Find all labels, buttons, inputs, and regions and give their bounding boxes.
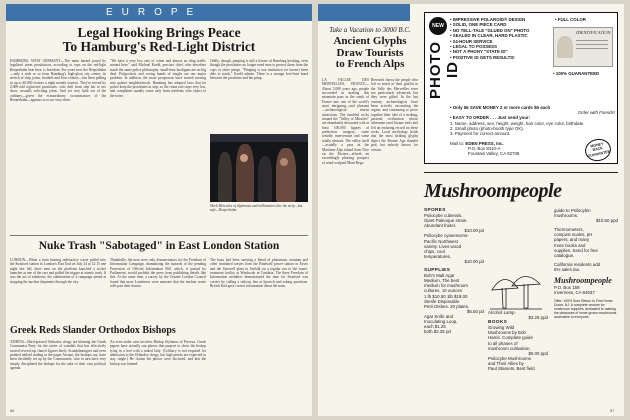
- ad-feature: • NOT A PHONY "STATE ID": [450, 49, 550, 54]
- article3-column-1: ATHENS—Hard-pressed Orthodox clergy are blaming the Greek Communist Party for the series of scandals that has effectively soured several top church figures lately. Scandalmongers and even pointed tabloid trading in the paper Avriani, the bishops say, have been decidedly set up by the Communists, who in turn have very simply disciplined the bishops for the sake of their own political agenda.: [10, 340, 106, 371]
- ad-feature: • SEALED IN CLEAR, HARD PLASTIC: [450, 33, 550, 38]
- sample-id-card: [553, 27, 613, 67]
- mush-column-1: SPORES Psilocybe cubensis. Giant Palenque strain. Abundant fruiter. $10.00 pd Psilocybe cyanescens- Pacific Northwest variety. Lives wood chips, cool temperatures. $10.00 pd SUPPLIES Bob's Malt Agar Medium. The best medium for mushroom cultures. 10 ounces 1 lb $10.50 1lb $19.00 Sterile Disposable Petri Dishes. 20 plates. $6.50 pd Agar Knife and Inoculating Loop, each $1.25 both $2.25 pd: [424, 208, 484, 335]
- article4-kicker: Take a Vacation to 3000 B.C.: [329, 26, 411, 34]
- article3-headline: Greek Reds Slander Orthodox Bishops: [10, 325, 176, 336]
- article4-column-1: LA VALLEE DES MERVEILLES, FRANCE—About 5,000 years ago, people succeeded in making this mountain pass in the south of France into one of the world's most intriguing—and pleasant—archaeological tourist attractions. The tumbled rocks around the "Valley of Miracles" are abundantly decorated with at least 100,000 figures of prehistoric imagery, some weirdly intervention and some totally abstract. The valley itself—actually a pass in the Maritime Alps inland from Nice on the Riviera—affords an exceedingly pleasing prospect of wind-sculpted Mont Bego.: [322, 78, 369, 165]
- section-banner: EUROPE: [6, 4, 312, 21]
- full-color-label: • FULL COLOR: [555, 17, 586, 22]
- article1-headline: Legal Hooking Brings Peace To Hamburg's Red-Light District: [62, 25, 256, 55]
- article1-column-3: Oddly, though, pimping is still a fixture of Hamburg hooking, even though the prostitutes no longer need men to protect them from the cops or other pimps. "Pimping is one institution we haven't been able to touch," Koehl admits. There is a strange love-hate bond between the prostitute and her pimp.: [210, 59, 308, 81]
- mushroompeople-title: Mushroompeople: [424, 180, 562, 202]
- mail-address: Mail to: EDEN PRESS, Inc. P.O. Box 8410-A Fountain Valley, CA 92708: [450, 141, 520, 157]
- section-banner-right: [318, 4, 410, 21]
- page-number-right: 87: [610, 408, 615, 413]
- order-instructions: • Only $6 SAVE MONEY 2 or more cards $5 each Order with Friends! • EASY TO ORDER . . . Just send your: 1. Name, address, sex, height, weight, hair color, eye color, birthdate. 2. Small photo (photo-booth type OK). 3. Payment for correct amount.: [450, 105, 615, 137]
- mush-column-3: guide to Psilocybin mushrooms. $10.50 ppd Thermometers, compost scales, pH papers, and many more books and supplies. Send for free catalogue. California residents add 6% sales tax. Mushroompeople P.O. Box 158 Inverness, CA 94937 Offer: 100% Sure Return to First Home Doors. NJ. A complete venture for mushroom supplies, dedicated to making the pleasures of home grown mushrooms accessible to everyone.: [554, 208, 618, 320]
- article4-column-2: Research shows the people who left so much of their graffiti in the Valle des Merveilles were not particularly advanced, but they were gifted. In the last century, archaeologists have been actively excavating the region, and continuing to piece together their idea of a striking, pastoral civilization whose tribesmen used bronze tools and left an enduring record on these rocks. Local mythology holds that the most striking glyphs depict the Bronze Age thunder god, but nobody knows for certain.: [371, 78, 418, 152]
- photo-caption: Sleek Mercedes of diplomats and millionaires line the strip—but safe—Reeperbahn.: [210, 204, 303, 213]
- article2-headline: Nuke Trash "Sabotaged" in East London Station: [38, 240, 280, 252]
- mush-column-2: Alcohol Lamp. $3.25 ppd BOOKS Growing Wild Mushrooms by Bob Harris. Complete guide to all phases of mushroom cultivation. $5.00 ppd Psilocybe Mushrooms and Their Allies by Paul Stamets. Best field: [488, 310, 548, 372]
- article4-headline: Ancient Glyphs Draw Tourists to French Alps: [333, 35, 407, 71]
- id-card-caption: IDENTIFICATION: [576, 30, 611, 35]
- article3-column-2: An even wider case involves Bishop Stylianos of Preveza. Greek papers have actually run photos that purport to show the bishop lying in a bed with a naked lady. (Celibacy is not required for admission to the Orthodox clergy, but high priests are expected to stay single.) He claims the photos were doctored, and that the bishop was framed.: [110, 340, 206, 366]
- divider: [10, 235, 308, 236]
- article2-column-1: LONDON—When a train bearing radioactive waste pulled into the Stratford station in London's East End on July 24 at 12:15 one night last fall, three men on the platform knocked a rocket launcher at one of the cars and pulled the trigger at atomic trash. It was the act of saboteurs, the culmination of a campaign aimed at stopping the nuclear shipments through the city.: [10, 258, 106, 284]
- ad-feature: • 24-HOUR SERVICE: [450, 39, 550, 44]
- guarantee-label: • 100% GUARANTEED: [553, 71, 600, 76]
- money-back-stamp: MONEY BACK GUARANTEE: [583, 137, 613, 164]
- photo-id-ad: [424, 12, 618, 164]
- photo-id-title: PHOTO ID: [427, 40, 461, 100]
- ad-feature: • IMPRESSIVE POLAROID® DESIGN: [450, 17, 550, 22]
- right-page: [318, 4, 624, 416]
- mushroom-illustration-icon: [488, 268, 544, 312]
- left-page: [6, 4, 312, 416]
- reeperbahn-photo: [210, 134, 308, 202]
- article2-column-3: The hoax had been carrying a blend of plutonium, uranium and other irradiated wastes from the Bradwell power station in Essex and the Sizewell plant in Suffolk on a regular run to the waste-treatment facility at Windscale in Cumbria. The three Freedom of Information members demonstrated the time for Stratford was correct by calling a railway line at Ipswich and asking questions. British Rail gave correct information about the train.: [210, 258, 308, 289]
- id-portrait: [557, 36, 573, 58]
- mush-brand: Mushroompeople: [554, 276, 612, 286]
- ad-feature: • NO TELL-TALE "GLUED ON" PHOTO: [450, 28, 550, 33]
- mush-fine-print: Offer: 100% Sure Return to First Home Doors. NJ. A complete venture for mushroom supplies, dedicated to making the pleasures of home grown mushrooms accessible to everyone.: [554, 299, 617, 320]
- page-number-left: 86: [10, 408, 15, 413]
- ad-feature: • SOLID, ONE PIECE CARD: [450, 22, 550, 27]
- new-badge: NEW: [429, 17, 447, 35]
- ad-feature: • LEGAL TO POSSESS: [450, 44, 550, 49]
- article1-column-2: "We have a very low rate of crime and almost no drug traffic around here," said Michael Koehl, precinct chief, who describes much the same police philosophy: small-time hooligans are no big deal. Pickpockets and roving bands of toughs are our major problem. In addition, the more prosperous have started moving into quieter neighborhoods. Hamburg has adopted laws that let police keep the prostitutes in step, so the crime rate stays very low, and complaints usually come only from residents who object to the noise.: [110, 59, 206, 98]
- ad-feature: • POSITIVE ID GETS RESULTS!: [450, 55, 550, 60]
- mush-top-rule: [424, 172, 618, 173]
- article1-column-1: HAMBURG, WEST GERMANY—The main hazard posed by legalized street prostitution, according to cops on the red-light Reeperbahn beat here, is boredom. For years now the Reeperbahn—only a mile or so from Hamburg's high-gloss city center, its stretch of strip joints, brothels and Eros centers—has been pulling in up to 40,000 visitors a night mainly tourists. They're served by 2,000-odd registered prostitutes, who drift from step bar to sex show, sexually soliciting johns. And yet very little out of the ordinary—given the extraordinary circumstances of the Reeperbahn—appears to occur very often.: [10, 59, 106, 103]
- article2-column-2: Thankfully, the men were only demonstrators for the Freedom of Information Campaign, dramatizing the hazards of the pending Protection of Official Information Bill, which, if passed by Parliament, would prohibit the press from publishing details like this. At the same time, a survey by the Greater London Council found that most Londoners were unaware that the nuclear waste rolls past their homes.: [110, 258, 206, 289]
- ad-feature-list: [450, 17, 550, 60]
